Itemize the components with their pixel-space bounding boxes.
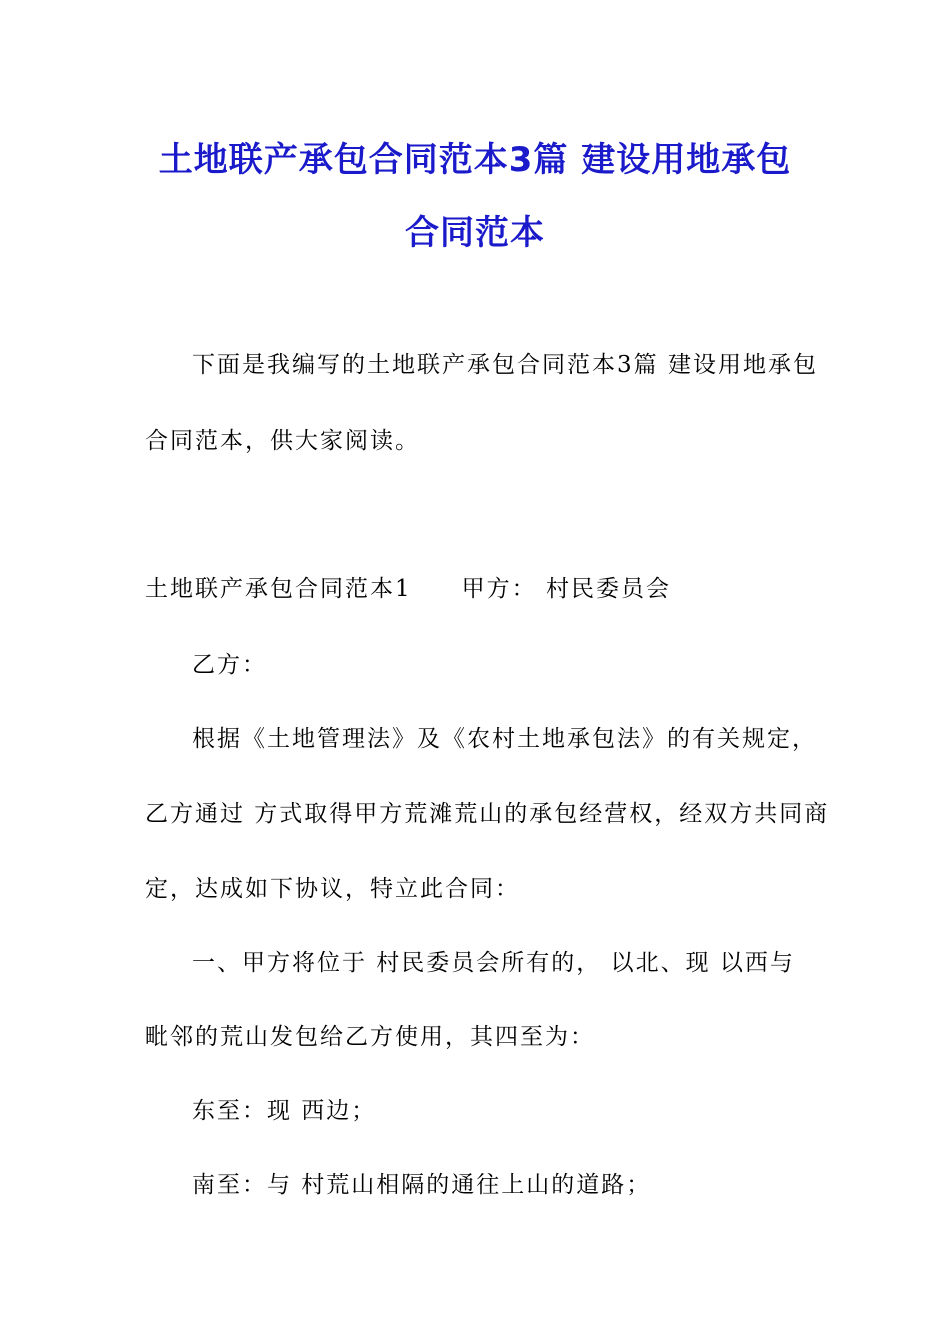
intro-line-2: 合同范本，供大家阅读。 <box>145 428 420 454</box>
clause-1-line-2: 毗邻的荒山发包给乙方使用，其四至为： <box>145 1024 595 1050</box>
boundary-south: 南至：与 村荒山相隔的通往上山的道路； <box>192 1172 652 1198</box>
party-b-line: 乙方： <box>192 652 267 678</box>
document-title-line-1: 土地联产承包合同范本3篇 建设用地承包 <box>158 140 792 180</box>
clause-1-line-1: 一、甲方将位于 村民委员会所有的， 以北、现 以西与 <box>192 950 795 976</box>
intro-line-1: 下面是我编写的土地联产承包合同范本3篇 建设用地承包 <box>192 352 818 378</box>
document-title-line-2: 合同范本 <box>405 213 545 253</box>
para-1-line-3: 定，达成如下协议，特立此合同： <box>145 876 520 902</box>
section-heading: 土地联产承包合同范本1 甲方： 村民委员会 <box>145 576 671 602</box>
para-1-line-2: 乙方通过 方式取得甲方荒滩荒山的承包经营权，经双方共同商 <box>145 801 830 827</box>
para-1-line-1: 根据《土地管理法》及《农村土地承包法》的有关规定， <box>192 726 817 752</box>
boundary-east: 东至：现 西边； <box>192 1098 377 1124</box>
